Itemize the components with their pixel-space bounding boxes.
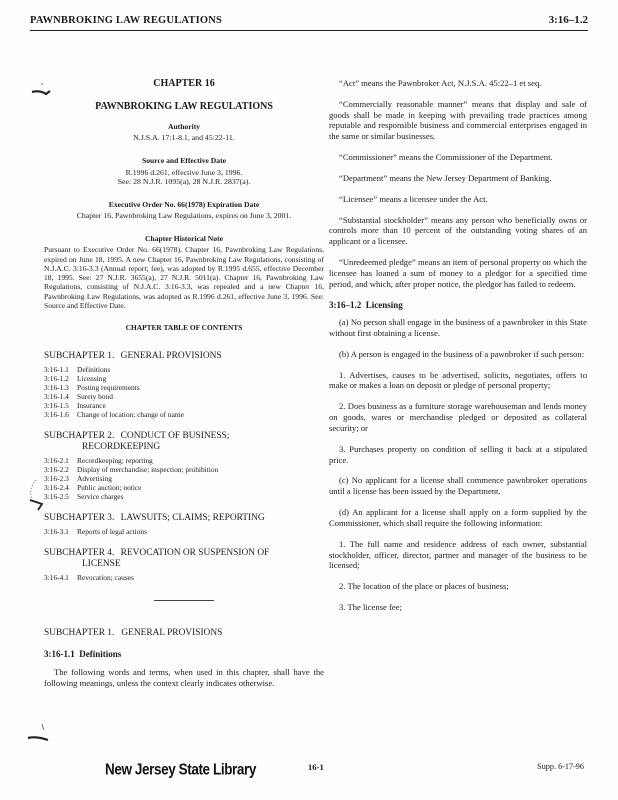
toc-entry-code: 3:16-2.4 xyxy=(44,483,69,492)
section-heading: 3:16–1.2 Licensing xyxy=(329,299,403,310)
toc-subchapter-number: SUBCHAPTER 4. xyxy=(44,548,115,559)
toc-subchapter-number: SUBCHAPTER 2. xyxy=(44,431,115,442)
left-column xyxy=(44,78,324,697)
toc-entry[interactable] xyxy=(44,465,324,474)
toc-subchapter-number: SUBCHAPTER 3. xyxy=(44,513,115,524)
executive-order-text: Chapter 16, Pawnbroking Law Regulations, expires on June 3, 2001. xyxy=(76,211,292,221)
chapter-title: PAWNBROKING LAW REGULATIONS xyxy=(95,100,273,112)
library-stamp: New Jersey State Library xyxy=(105,760,256,779)
section-text: The following words and terms, when used in this chapter, shall have the following meanings, unless the context clearly indicates otherwise. xyxy=(44,666,324,688)
licensing-item: 1. The full name and residence address of each owner, substantial stockholder, officer, director, partner and manager of the business to be licensed; xyxy=(329,538,587,571)
chapter-number: CHAPTER 16 xyxy=(153,78,215,89)
toc-section-list xyxy=(44,527,324,536)
toc-entry[interactable] xyxy=(44,527,324,536)
toc-entry-label: Licensing xyxy=(77,374,107,384)
toc-entry-code: 3:16-3.1 xyxy=(44,527,69,537)
toc-entry-label: Display of merchandise; inspection; prohibition xyxy=(77,464,219,474)
right-column xyxy=(329,78,587,623)
licensing-paragraph: (d) An applicant for a license shall apply on a form supplied by the Commissioner, which shall require the following information: xyxy=(329,507,587,528)
toc-entry[interactable] xyxy=(44,410,324,419)
toc-subchapter xyxy=(44,513,324,523)
toc-entry[interactable] xyxy=(44,383,324,392)
toc-subchapter-title: LAWSUITS; CLAIMS; REPORTING xyxy=(120,513,265,524)
authority-text: N.J.S.A. 17:1-8.1, and 45:22-11. xyxy=(133,133,235,143)
toc-entry[interactable] xyxy=(44,483,324,492)
licensing-paragraph: (b) A person is engaged in the business of a pawnbroker if such person: xyxy=(339,348,585,359)
licensing-item: 2. Does business as a furniture storage warehouseman and lends money on goods, wares or merchandise pledged or deposited as collateral security; or xyxy=(329,401,587,433)
licensing-paragraph: (c) No applicant for a license shall commence pawnbroker operations until a license has been issued by the Department. xyxy=(329,475,587,497)
toc-entry-label: Surety bond xyxy=(77,392,113,402)
section-divider xyxy=(154,600,214,601)
source-line-2: See: 28 N.J.R. 1095(a), 28 N.J.R. 2837(a). xyxy=(117,177,251,187)
subchapter-heading: SUBCHAPTER 1. GENERAL PROVISIONS xyxy=(44,628,223,639)
definition-department: “Department” means the New Jersey Department of Banking. xyxy=(339,172,552,183)
toc-subchapter xyxy=(44,351,324,361)
toc-subchapter-title: REVOCATION OR SUSPENSION OF xyxy=(120,548,270,559)
historical-note-text: Pursuant to Executive Order No. 66(1978), Chapter 16, Pawnbroking Law Regulations, expired on June 18, 1995. A new Chapter 16, Pawnbroking Law Regulations, consisting of N.J.A.C. 3:16-3.3 (Annual report; fee), was adopted by R.1995 d.655, effective December 18, 1995. See: 27 N.J.R. 3655(a), 27 N.J.R. 5011(a). Chapter 16, Pawnbroking Law Regulations, consisting of N.J.A.C. 3:16-3.3, was repealed and a new Chapter 16, Pawnbroking Law Regulations, was adopted as R.1996 d.261, effective June 3, 1996. See: Source and Effective Date. xyxy=(44,245,324,310)
toc-entry-label: Public auction; notice xyxy=(77,483,142,492)
toc-entry-code: 3:16-1.2 xyxy=(44,374,69,384)
licensing-item: 2. The location of the place or places of business; xyxy=(339,581,509,592)
toc-entry-label: Advertising xyxy=(77,473,112,483)
executive-order-heading: Executive Order No. 66(1978) Expiration Date xyxy=(108,199,260,209)
toc-section-list xyxy=(44,456,324,501)
toc-section-list xyxy=(44,573,324,582)
toc-entry-code: 3:16-2.3 xyxy=(44,473,69,483)
supplement-date: Supp. 6-17-96 xyxy=(537,762,584,771)
toc-entry-label: Insurance xyxy=(77,401,106,411)
licensing-paragraph: (a) No person shall engage in the business of a pawnbroker in this State without first obtaining a license. xyxy=(329,317,587,338)
definition-commercially-reasonable: “Commercially reasonable manner” means that display and sale of goods shall be made in keeping with prevailing trade practices among reputable and responsible business and commercial enterprises engaged in the same or similar businesses. xyxy=(329,98,587,142)
toc-entry[interactable] xyxy=(44,392,324,401)
definition-commissioner: “Commissioner” means the Commissioner of the Department. xyxy=(339,152,553,163)
toc-entry-label: Recordkeeping; reporting xyxy=(77,455,153,465)
toc-subchapter-title-cont: RECORDKEEPING xyxy=(82,441,161,452)
toc-entry[interactable] xyxy=(44,365,324,374)
page-number: 16-1 xyxy=(308,762,324,772)
toc-subchapter-title-cont: LICENSE xyxy=(82,558,121,569)
toc-entry[interactable] xyxy=(44,374,324,383)
toc-entry[interactable] xyxy=(44,492,324,501)
toc-section-list xyxy=(44,365,324,419)
toc-subchapter-title: CONDUCT OF BUSINESS; xyxy=(120,431,230,442)
toc-heading: CHAPTER TABLE OF CONTENTS xyxy=(125,323,243,333)
toc-entry-label: Posting requirements xyxy=(77,383,140,393)
toc-subchapter-number: SUBCHAPTER 1. xyxy=(44,350,115,361)
toc-entry-code: 3:16-1.6 xyxy=(44,410,69,420)
toc-entry-label: Reports of legal actions xyxy=(77,527,147,537)
header-title: PAWNBROKING LAW REGULATIONS xyxy=(30,15,223,26)
toc-entry-label: Service charges xyxy=(77,492,124,502)
historical-note-heading: Chapter Historical Note xyxy=(145,233,223,243)
licensing-item: 3. The license fee; xyxy=(339,602,402,613)
toc-entry[interactable] xyxy=(44,573,324,582)
toc-entry-label: Definitions xyxy=(77,365,111,375)
definition-act: “Act” means the Pawnbroker Act, N.J.S.A. 45:22–1 et seq. xyxy=(339,78,542,88)
toc-entry-code: 3:16-2.5 xyxy=(44,492,69,502)
definition-licensee: “Licensee” means a licensee under the Act. xyxy=(339,193,488,204)
toc-subchapter xyxy=(44,431,324,441)
licensing-item: 1. Advertises, causes to be advertised, solicits, negotiates, offers to make or makes a loan on deposit or pledge of personal property; xyxy=(329,369,587,391)
toc-entry-code: 3:16-1.4 xyxy=(44,392,69,402)
toc-entry[interactable] xyxy=(44,456,324,465)
definition-unredeemed-pledge: “Unredeemed pledge” means an item of personal property on which the licensee has loaned a sum of money to a pledgor for a specified time period, and which, after proper notice, the pledgor has failed to redeem. xyxy=(329,257,587,289)
toc-entry[interactable] xyxy=(44,474,324,483)
authority-heading: Authority xyxy=(167,121,201,131)
toc-entry-label: Revocation; causes xyxy=(77,573,134,583)
definition-substantial-stockholder: “Substantial stockholder” means any person who beneficially owns or controls more than 10 percent of the outstanding voting shares of an applicant or a licensee. xyxy=(329,214,587,247)
toc-entry-code: 3:16-2.1 xyxy=(44,455,69,465)
toc-entry-code: 3:16-1.1 xyxy=(44,365,69,375)
margin-mark-icon xyxy=(24,718,52,748)
section-heading: 3:16-1.1 Definitions xyxy=(44,649,122,660)
toc-entry-code: 3:16-1.5 xyxy=(44,401,69,411)
toc-subchapter-title: GENERAL PROVISIONS xyxy=(120,350,222,361)
source-heading: Source and Effective Date xyxy=(141,155,226,165)
toc-entry-label: Change of location; change of name xyxy=(77,410,184,420)
licensing-item: 3. Purchases property on condition of selling it back at a stipulated price. xyxy=(329,443,587,465)
table-of-contents xyxy=(44,351,324,582)
header-section-number: 3:16–1.2 xyxy=(548,14,588,26)
running-header xyxy=(30,6,588,31)
toc-entry[interactable] xyxy=(44,401,324,410)
toc-entry-code: 3:16-1.3 xyxy=(44,383,69,393)
toc-entry-code: 3:16-4.1 xyxy=(44,573,69,583)
toc-subchapter xyxy=(44,548,324,558)
toc-entry-code: 3:16-2.2 xyxy=(44,464,69,474)
source-line-1: R.1996 d.261, effective June 3, 1996. xyxy=(125,167,243,177)
